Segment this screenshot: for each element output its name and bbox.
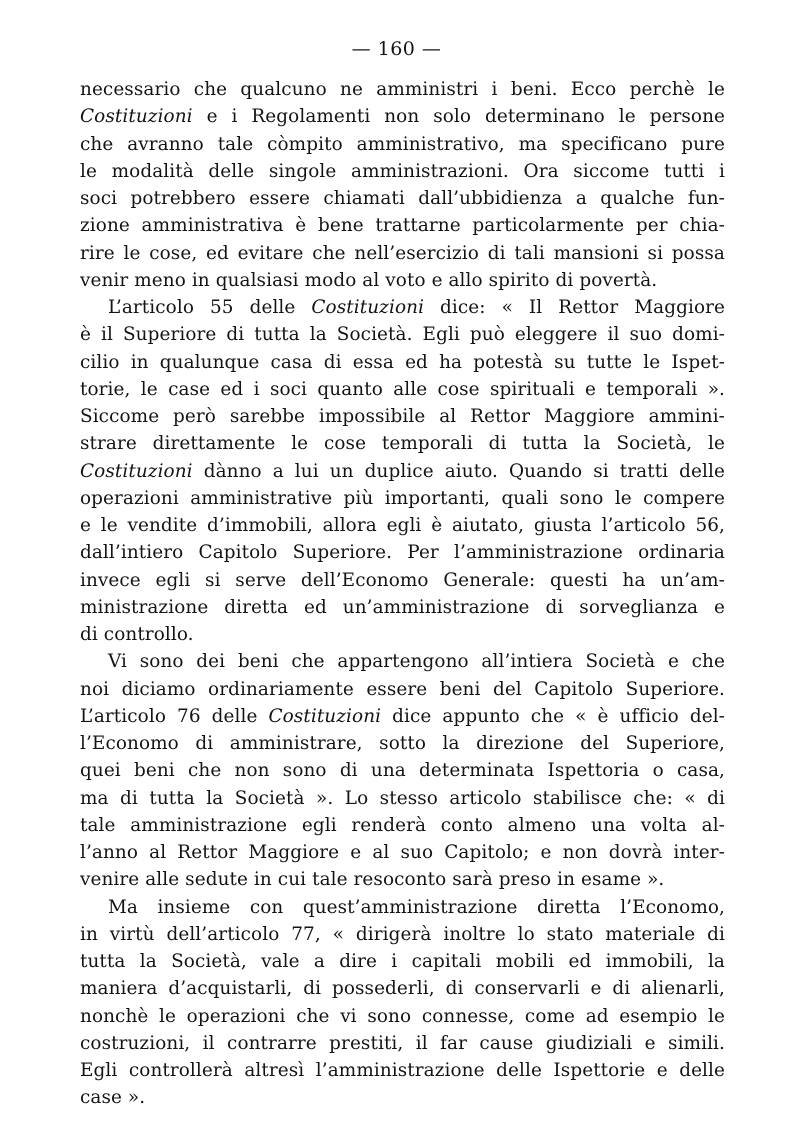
text-line: L’articolo 55 delle Costituzioni dice: « Il Rettor Maggiore [108,297,725,318]
paragraph-3 [80,648,725,893]
text-line: torie, le case ed i soci quanto alle cose spirituali e temporali ». [80,378,725,400]
text-line: Costituzioni e i Regolamenti non solo determinano le persone [80,106,725,128]
text-line: noi diciamo ordinariamente essere beni del Capitolo Superiore. [80,678,725,700]
page-number: — 160 — [351,38,442,60]
text-line: strare direttamente le cose temporali di tutta la Società, le [80,433,725,455]
body-text [80,76,725,1112]
text-line: le modalità delle singole amministrazioni. Ora siccome tutti i [80,160,725,182]
text-line: necessario che qualcuno ne amministri i beni. Ecco perchè le [80,79,725,100]
text-line: costruzioni, il contrarre prestiti, il far cause giudiziali e simili. [80,1032,725,1054]
text-line: tale amministrazione egli renderà conto almeno una volta al- [80,814,725,836]
text-line: Costituzioni dànno a lui un duplice aiuto. Quando si tratti delle [80,460,725,482]
italic-title: Costituzioni [268,705,382,727]
text-line: in virtù dell’articolo 77, « dirigerà inoltre lo stato materiale di [80,923,725,945]
text-line: ma di tutta la Società ». Lo stesso articolo stabilisce che: « di [80,787,725,809]
text-line: zione amministrativa è bene trattarne particolarmente per chia- [80,215,725,237]
text-line: L’articolo 76 delle Costituzioni dice appunto che « è ufficio del- [80,705,725,727]
text-line: e le vendite d’immobili, allora egli è aiutato, giusta l’articolo 56, [80,515,725,536]
text-line: è il Superiore di tutta la Società. Egli può eleggere il suo domi- [80,324,725,346]
text-line: maniera d’acquistarli, di possederli, di conservarli e di alienarli, [80,978,725,1000]
italic-title: Costituzioni [80,106,193,128]
text-line: dall’intiero Capitolo Superiore. Per l’amministrazione ordinaria [80,542,725,564]
italic-title: Costituzioni [311,297,425,318]
text-line: cilio in qualunque casa di essa ed ha potestà su tutte le Ispet- [80,351,725,373]
text-line: tutta la Società, vale a dire i capitali mobili ed immobili, la [80,951,725,972]
text-line: che avranno tale còmpito amministrativo, ma specificano pure [80,133,725,155]
text-line: operazioni amministrative più importanti, quali sono le compere [80,487,725,509]
text-line: nonchè le operazioni che vi sono connesse, come ad esempio le [80,1005,725,1027]
text-line: soci potrebbero essere chiamati dall’ubbidienza a qualche fun- [80,188,725,209]
text-line: rire le cose, ed evitare che nell’esercizio di tali mansioni si possa [80,242,725,264]
text-line: quei beni che non sono di una determinata Ispettoria o casa, [80,760,725,782]
text-line: di controllo. [80,624,194,645]
text-line: invece egli si serve dell’Economo Generale: questi ha un’am- [80,569,725,591]
text-line: ministrazione diretta ed un’amministrazione di sorveglianza e [80,596,725,618]
text-line: Ma insieme con quest’amministrazione diretta l’Economo, [108,896,725,918]
text-line: case ». [80,1087,146,1109]
text-line: Siccome però sarebbe impossibile al Rettor Maggiore ammini- [80,406,725,427]
italic-title: Costituzioni [80,460,193,482]
text-line: Vi sono dei beni che appartengono all’intiera Società e che [108,651,725,673]
text-line: Egli controllerà altresì l’amministrazione delle Ispettorie e delle [80,1060,725,1081]
paragraph-1 [80,76,725,294]
paragraph-2 [80,294,725,648]
text-line: l’Economo di amministrare, sotto la direzione del Superiore, [80,733,725,754]
text-line: l’anno al Rettor Maggiore e al suo Capitolo; e non dovrà inter- [80,842,725,863]
paragraph-4 [80,894,725,1112]
text-line: venir meno in qualsiasi modo al voto e allo spirito di povertà. [80,269,658,291]
text-line: venire alle sedute in cui tale resoconto sarà preso in esame ». [80,869,665,891]
